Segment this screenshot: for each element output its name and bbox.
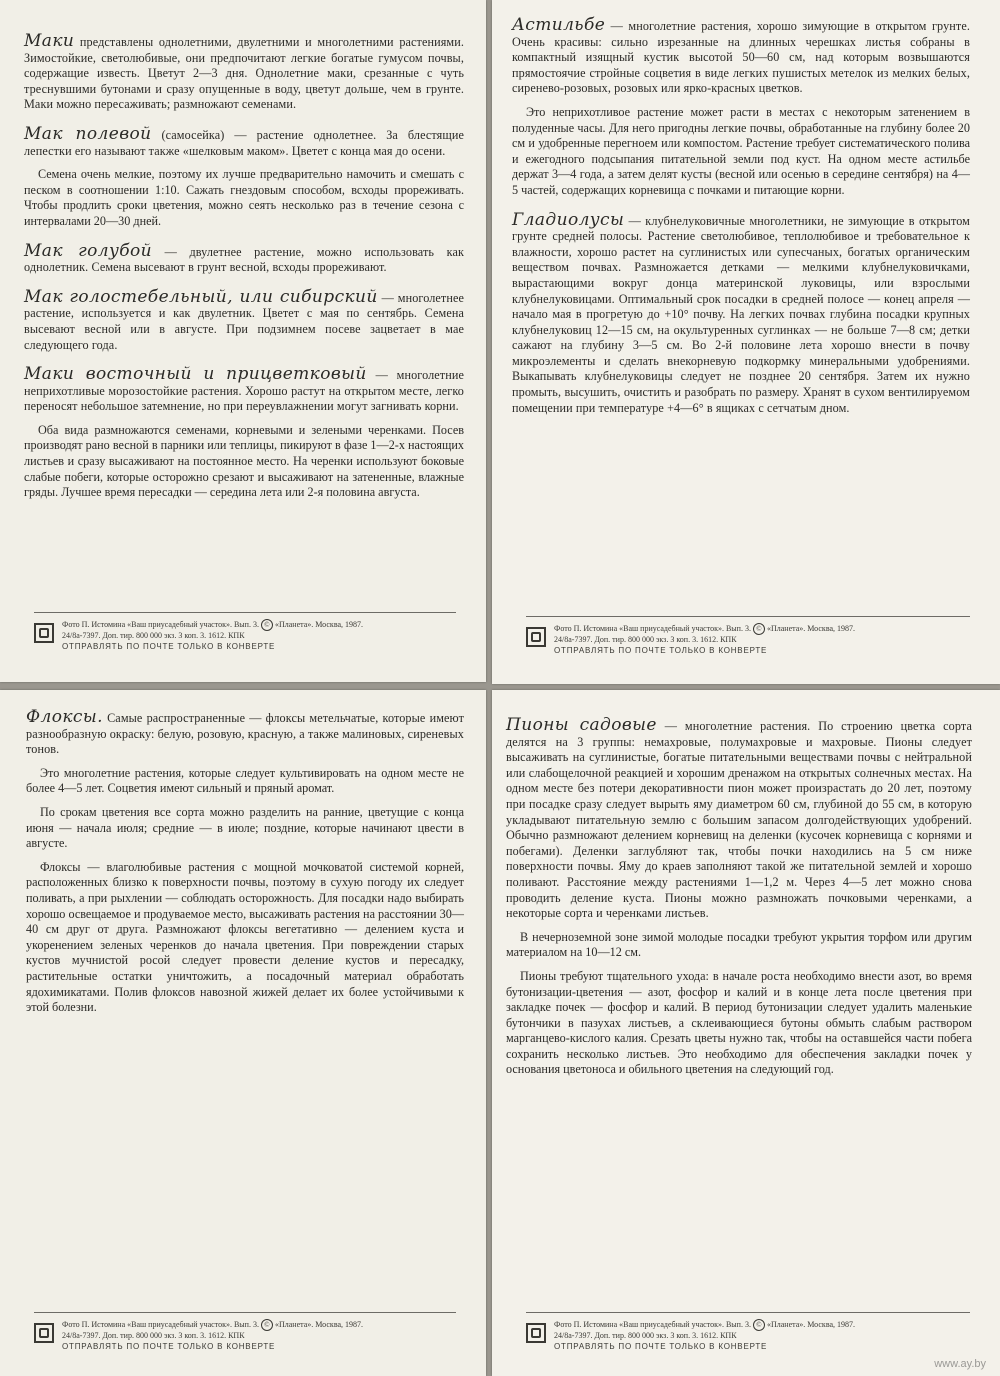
section-title: Пионы садовые (506, 715, 657, 735)
section-peonies (506, 715, 972, 1078)
postcard-phlox (0, 690, 486, 1376)
mail-notice: ОТПРАВЛЯТЬ ПО ПОЧТЕ ТОЛЬКО В КОНВЕРТЕ (554, 1342, 768, 1351)
section-title: Маки восточный и прицветковый (24, 364, 367, 385)
section-text: (самосейка) — растение однолетнее. За блестящие лепестки его называют также «шелковым маком». Цветет с конца мая до осени. (24, 127, 464, 158)
section-text: — клубнелуковичные многолетники, не зимующие в открытом грунте средней полосы. Растение светолюбивое, теплолюбивое и требовательное к влажности, хорошо растет на суглинистых или супесчаных, богатых органическим веществом почвах. Размножается детками — мелкими клубнелуковичками, вырастающими вокруг донца материнской луковицы, или взрослыми клубнелуковицами. Оптимальный срок посадки в средней полосе — конец апреля — начало мая в прогретую до +10° почву. На легких почвах глубина посадки крупных клубнелуковиц 12—15 см, на окультуренных суглинках — не больше 7—8 см; детки сажают на глубину 3—5 см. Во 2-й половине лета хорошо внести в почву микроэлементы и сделать внекорневую подкормку минеральными удобрениями. Выкапывать клубнелуковицы следует не позднее 20 сентября. Затем их нужно промыть, высушить, очистить и разобрать по размеру. Хранят в сухом вентилируемом помещении при температуре +4—6° в ящиках с сетчатым дном. (512, 213, 970, 415)
section-title: Гладиолусы (512, 209, 625, 230)
postcard-footer (526, 616, 970, 657)
section-astilbe (512, 15, 970, 199)
section-blue-poppy (24, 240, 464, 276)
section-text: — многолетние растения. По строению цветка сорта делятся на 3 группы: немахровые, полумахровые и махровые. Пионы следует высаживать на суглинистые, богатые питательными веществами почвы с нейтральной или слабощелочной реакцией и хорошим дренажом на открытых солнечных местах. На одном месте без потери декоративности пион может произрастать до 20 лет, поэтому при посадке сразу следует вырыть яму диаметром 60 см, глубиной до 55 см, в которую укладывают питательную землю с большим запасом долгодействующих удобрений. Обычно размножают делением корневищ на деленки (кусочек корневища с корнями и побегами). Деленки заглубляют так, чтобы почки находились на 5 см ниже поверхности почвы. Яму до краев заполняют такой же питательной землей и хорошо поливают. Расстояние между растениями 1—1,2 м. Через 4—5 лет можно снова проводить деление куста. Пионы можно размножать почковыми черенками, а некоторые сорта и черенками листьев. (506, 719, 972, 921)
section-title: Маки (24, 31, 75, 51)
postcard-footer (34, 612, 456, 653)
publisher-logo-icon (34, 1323, 54, 1343)
postcard-footer (34, 1312, 456, 1353)
publisher: «Планета». Москва, 1987. (274, 619, 364, 629)
section-text: представлены однолетними, двулетними и многолетними растениями. Зимостойкие, светолюбивые, они предпочитают легкие богатые гумусом почвы, содержащие известь. Цветут 2—3 дня. Однолетние маки, срезанные с чуть треснувшими бутонами и сразу опущенные в воду, цветут дольше, чем в грунте. Маки можно пересаживать; размножают семенами. (24, 35, 464, 112)
publisher: «Планета». Москва, 1987. (766, 623, 856, 633)
print-info: 24/8а-7397. Доп. тир. 800 000 экз. 3 коп. 3. 1612. КПК (554, 1330, 737, 1340)
section-siberian-poppy (24, 286, 464, 353)
section-paragraph: Это многолетние растения, которые следует культивировать на одном месте не более 4—5 лет. Соцветия имеют сильный и пряный аромат. (26, 765, 464, 796)
section-title: Мак полевой (24, 123, 152, 144)
section-text: — двулетнее растение, можно использовать как однолетник. Семена высевают в грунт весной, всходы прореживают. (24, 244, 464, 275)
section-gladiolus (512, 209, 970, 417)
watermark: www.ay.by (934, 1358, 986, 1370)
section-poppies (24, 31, 464, 113)
section-title: Мак голубой (24, 240, 152, 261)
postcard-peonies (492, 690, 1000, 1376)
postcard-footer (526, 1312, 970, 1353)
print-info: 24/8а-7397. Доп. тир. 800 000 экз. 3 коп. 3. 1612. КПК (62, 630, 245, 640)
section-field-poppy (24, 123, 464, 230)
publisher: «Планета». Москва, 1987. (274, 1319, 364, 1329)
section-text: — многолетние неприхотливые морозостойкие растения. Хорошо растут на открытом месте, легко переносят небольшое затемнение, но при переувлажнении могут загнивать корни. (24, 368, 464, 414)
photo-credit: Фото П. Истомина «Ваш приусадебный участок». Вып. 3. (554, 623, 751, 633)
mail-notice: ОТПРАВЛЯТЬ ПО ПОЧТЕ ТОЛЬКО В КОНВЕРТЕ (554, 646, 768, 655)
mail-notice: ОТПРАВЛЯТЬ ПО ПОЧТЕ ТОЛЬКО В КОНВЕРТЕ (62, 1342, 276, 1351)
section-phlox (26, 707, 464, 1016)
photo-credit: Фото П. Истомина «Ваш приусадебный участок». Вып. 3. (62, 619, 259, 629)
section-paragraph: Семена очень мелкие, поэтому их лучше предварительно намочить и смешать с песком в соотношении 1:10. Сажать гнездовым способом, всходы прореживать. Чтобы продлить сроки цветения, можно сеять несколько раз в течение сезона с интервалами 20—30 дней. (24, 167, 464, 228)
publisher: «Планета». Москва, 1987. (766, 1319, 856, 1329)
section-text: Самые распространенные — флоксы метельчатые, которые имеют разнообразную окраску: белую, розовую, красную, а также малиновых, сиреневых тонов. (26, 711, 464, 757)
publisher-logo-icon (34, 623, 54, 643)
section-paragraph: По срокам цветения все сорта можно разделить на ранние, цветущие с конца июня — начала июля; средние — в июле; поздние, которые начинают цвести в августе. (26, 804, 464, 851)
postcard-poppies (0, 0, 486, 682)
section-paragraph: Оба вида размножаются семенами, корневыми и зелеными черенками. Посев производят рано весной в парники или теплицы, пикируют в фазе 1—2-х настоящих листьев и сразу высаживают на постоянное место. На черенки используют боковые слабые побеги, которые осторожно срезают и высаживают на затененные, влажные гряды. Лучшее время пересадки — середина лета или 2-я половина августа. (24, 422, 464, 500)
copyright-icon: © (753, 623, 765, 635)
copyright-icon: © (753, 1319, 765, 1331)
postcard-astilbe-gladiolus (492, 0, 1000, 684)
section-title: Мак голостебельный, или сибирский (24, 286, 378, 307)
photo-credit: Фото П. Истомина «Ваш приусадебный участок». Вып. 3. (554, 1319, 751, 1329)
section-text: — многолетнее растение, используется и как двулетник. Цветет с мая по сентябрь. Семена высевают весной или в августе. При подзимнем посеве зацветает в мае следующего года. (24, 290, 464, 352)
section-paragraph: В нечерноземной зоне зимой молодые посадки требуют укрытия торфом или другим материалом на 10—12 см. (506, 929, 972, 960)
mail-notice: ОТПРАВЛЯТЬ ПО ПОЧТЕ ТОЛЬКО В КОНВЕРТЕ (62, 642, 276, 651)
section-title: Астильбе (512, 15, 606, 35)
copyright-icon: © (261, 1319, 273, 1331)
section-title: Флоксы. (26, 707, 103, 727)
section-oriental-poppy (24, 364, 464, 501)
section-paragraph: Пионы требуют тщательного ухода: в начале роста необходимо внести азот, во время бутонизации-цветения — азот, фосфор и калий и в конце лета после цветения при закладке почек — фосфор и калий. В период бутонизации следует удалить маленькие бутончики в пазухах листьев, а склеивающиеся бутоны обмыть слабым раствором марганцево-кислого калия. Срезать цветы нужно так, чтобы на оставшейся части побега сохранить несколько листьев. Это необходимо для обеспечения закладки почек у основания цветоноса и обильного цветения на следующий год. (506, 968, 972, 1077)
section-paragraph: Флоксы — влаголюбивые растения с мощной мочковатой системой корней, расположенных близко к поверхности почвы, поэтому в сухую погоду их следует поливать, а при рыхлении — соблюдать осторожность. Для посадки надо выбирать хорошо освещаемое и продуваемое место, высаживать растения на расстоянии 30—40 см друг от друга. Размножают флоксы вегетативно — делением куста и укоренением зеленых черенков до начала цветения. При повреждении старых кустов мучнистой росой следует провести деление кустов и пересадку, растительные остатки уничтожить, а посадочный материал обработать ядохимикатами. Полив флоксов навозной жижей делает их более устойчивыми к этой болезни. (26, 859, 464, 1015)
section-paragraph: Это неприхотливое растение может расти в местах с некоторым затенением в полуденные часы. Для него пригодны легкие почвы, обработанные на глубину более 20 см и удобренные перегноем или компостом. Растение требует систематического полива и ежегодного подсыпания питательной земли под куст. На одном месте астильбе держат 3—4 года, а затем делят кусты (весной или осенью в середине сентября) на 4—5 частей, содержащих корневища с почками и питающие корни. (512, 104, 970, 197)
copyright-icon: © (261, 619, 273, 631)
photo-credit: Фото П. Истомина «Ваш приусадебный участок». Вып. 3. (62, 1319, 259, 1329)
print-info: 24/8а-7397. Доп. тир. 800 000 экз. 3 коп. 3. 1612. КПК (554, 634, 737, 644)
print-info: 24/8а-7397. Доп. тир. 800 000 экз. 3 коп. 3. 1612. КПК (62, 1330, 245, 1340)
publisher-logo-icon (526, 627, 546, 647)
publisher-logo-icon (526, 1323, 546, 1343)
section-text: — многолетние растения, хорошо зимующие в открытом грунте. Очень красивы: сильно изрезанные на длинных черешках листья собраны в компактный изящный кустик высотой 50—60 см, над которым возвышаются прямостоячие стройные соцветия в виде легких пушистых метелок из мелких белых, сиренево-розовых, розовых или ярко-красных цветков. (512, 19, 970, 96)
